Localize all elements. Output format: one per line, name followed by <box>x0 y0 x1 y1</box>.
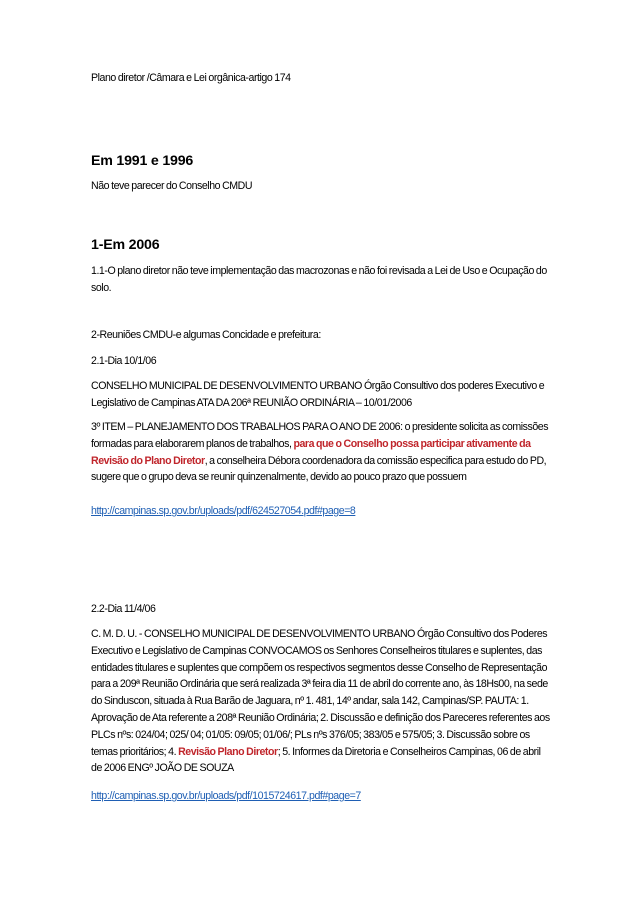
section-text-2006: 1.1-O plano diretor não teve implementação das macrozonas e não foi revisada a Lei de Uso e Ocupação do solo. <box>91 265 547 294</box>
section-text-1991: Não teve parecer do Conselho CMDU <box>91 180 253 192</box>
meeting-1-highlight: para que o Conselho possa participar ativamente da Revisão do Plano Diretor <box>91 437 531 467</box>
meeting-1-text-a: 3º ITEM – PLANEJAMENTO DOS TRABALHOS PARA O ANO DE 2006: o presidente solicita as comissões formadas para elaborarem planos de trabalhos, <box>91 421 549 450</box>
section-heading-2006: 1-Em 2006 <box>91 237 160 253</box>
meeting-date-1: 2.1-Dia 10/1/06 <box>91 355 157 367</box>
meeting-2-text-b: ; 5. Informes da Diretoria e Conselheiros Campinas, 06 de abril de 2006 ENGº JOÃO DE SOUZA <box>91 745 541 775</box>
meeting-1-text-b: , a conselheira Débora coordenadora da comissão especifica para estudo do PD, sugere que o grupo deva se reunir quinzenalmente, devido ao pouco prazo que possuem <box>91 454 547 484</box>
section-heading-1991: Em 1991 e 1996 <box>91 153 194 169</box>
meeting-1-link[interactable]: http://campinas.sp.gov.br/uploads/pdf/624527054.pdf#page=8 <box>91 505 356 517</box>
meeting-2-text-a: C. M. D. U. - CONSELHO MUNICIPAL DE DESENVOLVIMENTO URBANO Órgão Consultivo dos Poderes Executivo e Legislativo de Campinas CONVOCAMOS os Senhores Conselheiros titulares e suplentes, das entidades titulares e suplentes que compõem os respectivos segmentos desse Conselho de Representação para a 209ª Reunião Ordinária que será realizada 3ª feira dia 11 de abril do corrente ano, às 18Hs00, na sede do Sinduscon, situada à Rua Barão de Jaguara, nº 1. 481, 14º andar, sala 142, Campinas/SP. PAUTA: 1. Aprovação de Ata referente a 208ª Reunião Ordinária; 2. Discussão e definição dos Pareceres referentes aos PLCs nºs: 024/04; 025/ 04; 01/05: 09/05; 01/06/; PLs nºs 376/05; 383/05 e 575/05; 3. Discussão sobre os temas prioritários; 4. <box>91 628 550 758</box>
document-title-line: Plano diretor /Câmara e Lei orgânica-artigo 174 <box>91 72 291 84</box>
meeting-1-paragraph-2 <box>91 419 553 486</box>
meeting-1-paragraph-1: CONSELHO MUNICIPAL DE DESENVOLVIMENTO URBANO Órgão Consultivo dos poderes Executivo e Legislativo de Campinas ATA DA 206ª REUNIÃO ORDINÁRIA – 10/01/2006 <box>91 380 545 409</box>
meeting-2-paragraph <box>91 626 553 777</box>
meetings-intro: 2-Reuniões CMDU-e algumas Concidade e prefeitura: <box>91 329 321 341</box>
meeting-date-2: 2.2-Dia 11/4/06 <box>91 603 156 615</box>
meeting-2-link[interactable]: http://campinas.sp.gov.br/uploads/pdf/1015724617.pdf#page=7 <box>91 790 361 802</box>
meeting-2-highlight: Revisão Plano Diretor <box>178 745 278 758</box>
